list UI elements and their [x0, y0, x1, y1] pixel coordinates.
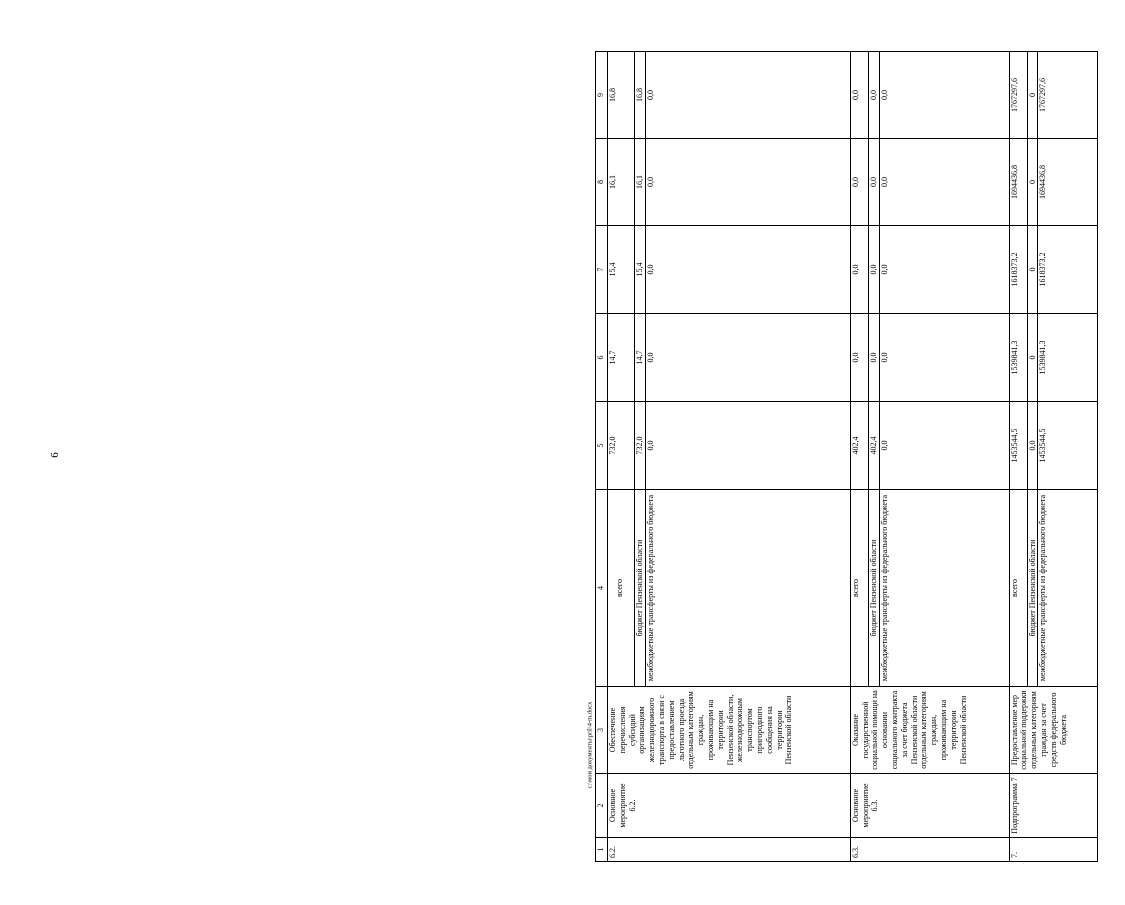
value-cell: 16,8: [608, 52, 635, 139]
value-cell: 0,0: [868, 226, 879, 314]
value-cell: 402,4: [868, 402, 879, 490]
value-cell: 0,0: [868, 52, 879, 139]
header-cell: 2: [596, 774, 608, 838]
value-cell: 732,0: [608, 402, 635, 490]
rotated-table-container: [595, 52, 1125, 862]
value-cell: 0,0: [879, 402, 1009, 490]
source-regional: бюджет Пензенской области: [1027, 490, 1038, 687]
row-description: Обеспечение перечисления субсидий организациям железнодорожного транспорта в связи с предоставлением льготного проезда отдельным категориям граждан, проживающим на территории Пензенской области, железнодорожным транспортом пригородного сообщения на территории Пензенской области: [608, 687, 851, 774]
value-cell: 16,8: [635, 52, 646, 139]
value-cell: 1694436,8: [1038, 139, 1098, 226]
value-cell: 0,0: [850, 139, 868, 226]
value-cell: 1539841,3: [1009, 314, 1027, 402]
value-cell: 0: [1027, 52, 1038, 139]
source-federal: межбюджетные трансферты из федерального бюджета: [879, 490, 1009, 687]
value-cell: 0,0: [645, 52, 850, 139]
row-name: Основное мероприятие 6.3.: [850, 774, 1009, 838]
header-cell: 5: [596, 402, 608, 490]
value-cell: 0,0: [868, 314, 879, 402]
row-name: Подпрограмма 7: [1009, 774, 1098, 838]
footer-file-path: c:\мои документы\pril\4-m.docx: [586, 701, 594, 789]
source-federal: межбюджетные трансферты из федерального бюджета: [645, 490, 850, 687]
header-cell: 3: [596, 687, 608, 774]
value-cell: 15,4: [635, 226, 646, 314]
source-regional: бюджет Пензенской области: [635, 490, 646, 687]
value-cell: 0,0: [850, 52, 868, 139]
value-cell: 0,0: [850, 314, 868, 402]
value-cell: 0,0: [1027, 402, 1038, 490]
value-cell: 16,1: [608, 139, 635, 226]
table-row: [850, 52, 868, 862]
value-cell: 1767297,6: [1009, 52, 1027, 139]
row-name: Основное мероприятие 6.2.: [608, 774, 851, 838]
source-total: всего: [850, 490, 868, 687]
value-cell: 1694436,8: [1009, 139, 1027, 226]
value-cell: 1767297,6: [1038, 52, 1098, 139]
header-cell: 4: [596, 490, 608, 687]
value-cell: 1618373,2: [1009, 226, 1027, 314]
value-cell: 1539841,3: [1038, 314, 1098, 402]
value-cell: 0: [1027, 314, 1038, 402]
value-cell: 0,0: [645, 402, 850, 490]
value-cell: 0: [1027, 226, 1038, 314]
table-row: [608, 52, 635, 862]
value-cell: 0,0: [879, 52, 1009, 139]
value-cell: 0: [1027, 139, 1038, 226]
table-row: [1009, 52, 1027, 862]
header-cell: 9: [596, 52, 608, 139]
row-description: Оказание государственной социальной помощи на основании социального контракта за счет бюджета Пензенской области отдельным категориям граждан, проживающим на территории Пензенской области: [850, 687, 1009, 774]
value-cell: 0,0: [645, 226, 850, 314]
value-cell: 0,0: [879, 314, 1009, 402]
value-cell: 0,0: [879, 139, 1009, 226]
value-cell: 14,7: [608, 314, 635, 402]
value-cell: 0,0: [868, 139, 879, 226]
value-cell: 14,7: [635, 314, 646, 402]
value-cell: 16,1: [635, 139, 646, 226]
row-description: Предоставление мер социальной поддержки отдельным категориям граждан за счет средств федерального бюджета: [1009, 687, 1098, 774]
header-row: [596, 52, 608, 862]
value-cell: 0,0: [645, 314, 850, 402]
source-total: всего: [1009, 490, 1027, 687]
source-total: всего: [608, 490, 635, 687]
value-cell: 402,4: [850, 402, 868, 490]
value-cell: 0,0: [850, 226, 868, 314]
page-number: 6: [49, 452, 61, 458]
value-cell: 0,0: [879, 226, 1009, 314]
value-cell: 0,0: [645, 139, 850, 226]
budget-table: [595, 51, 1098, 862]
source-federal: межбюджетные трансферты из федерального бюджета: [1038, 490, 1098, 687]
source-regional: бюджет Пензенской области: [868, 490, 879, 687]
header-cell: 7: [596, 226, 608, 314]
value-cell: 732,0: [635, 402, 646, 490]
row-number: 6.3.: [850, 838, 1009, 862]
header-cell: 6: [596, 314, 608, 402]
value-cell: 1453544,5: [1009, 402, 1027, 490]
value-cell: 15,4: [608, 226, 635, 314]
value-cell: 1618373,2: [1038, 226, 1098, 314]
header-cell: 1: [596, 838, 608, 862]
row-number: 6.2.: [608, 838, 851, 862]
value-cell: 1453544,5: [1038, 402, 1098, 490]
row-number: 7.: [1009, 838, 1098, 862]
header-cell: 8: [596, 139, 608, 226]
